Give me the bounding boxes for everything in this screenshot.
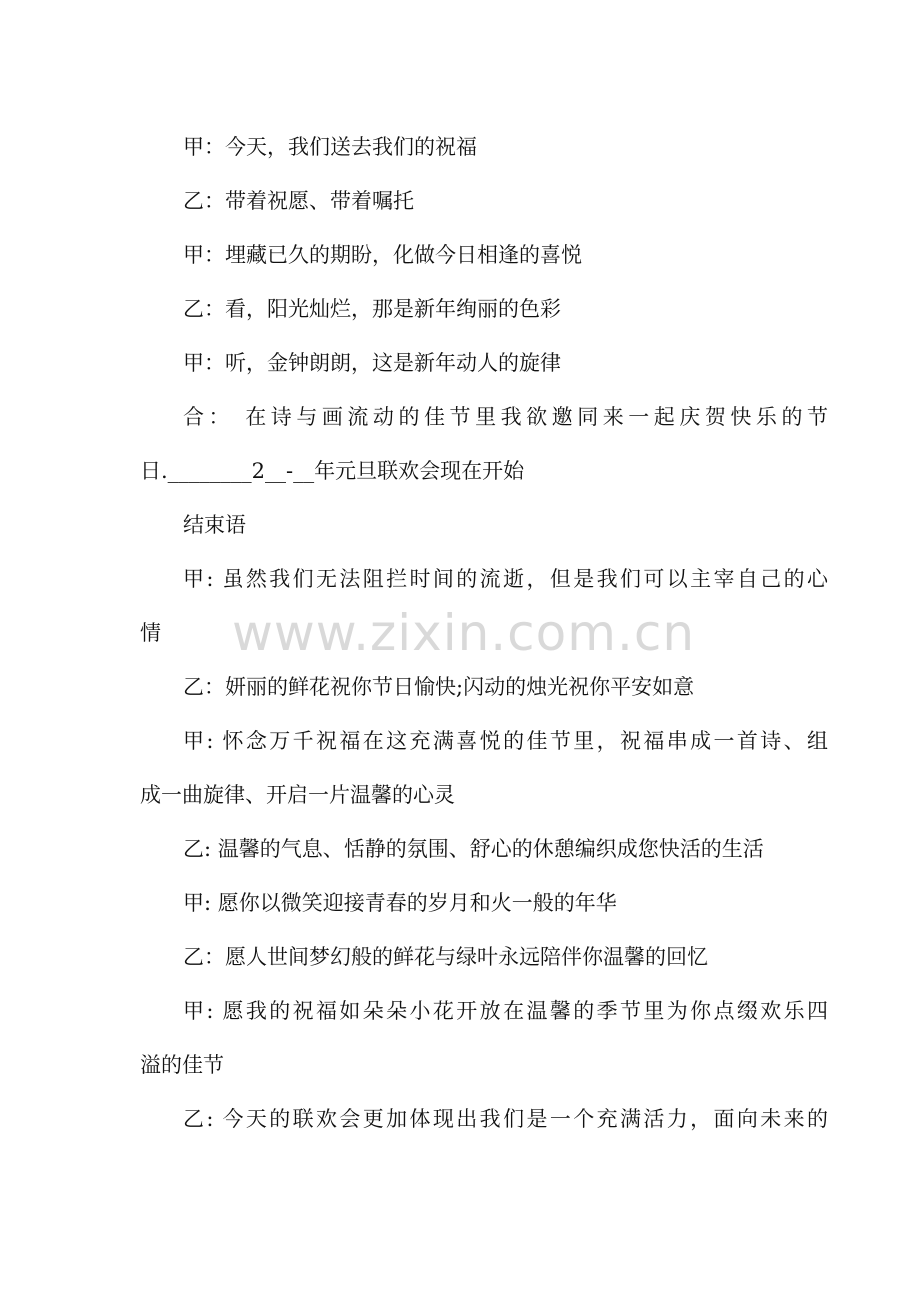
dialogue-line: 乙: 今天的联欢会更加体现出我们是一个充满活力，面向未来的 [183, 1107, 828, 1131]
dialogue-line: 甲: 愿你以微笑迎接青春的岁月和火一般的年华 [183, 891, 617, 915]
dialogue-line: 甲: 怀念万千祝福在这充满喜悦的佳节里，祝福串成一首诗、组 [183, 729, 828, 753]
dialogue-line-continuation: 溢的佳节 [140, 1053, 224, 1077]
dialogue-line: 乙: 温馨的气息、恬静的氛围、舒心的休憩编织成您快活的生活 [183, 837, 764, 861]
dialogue-line: 甲：今天，我们送去我们的祝福 [183, 135, 477, 159]
section-heading: 结束语 [183, 513, 246, 537]
dialogue-line: 甲: 虽然我们无法阻拦时间的流逝，但是我们可以主宰自己的心 [183, 567, 828, 591]
dialogue-line-continuation: 日.________2__-__年元旦联欢会现在开始 [140, 459, 525, 483]
dialogue-line: 乙：带着祝愿、带着嘱托 [183, 189, 414, 213]
dialogue-line: 合： 在诗与画流动的佳节里我欲邀同来一起庆贺快乐的节 [183, 405, 828, 429]
dialogue-line: 乙：愿人世间梦幻般的鲜花与绿叶永远陪伴你温馨的回忆 [183, 945, 708, 969]
dialogue-line: 乙：妍丽的鲜花祝你节日愉快;闪动的烛光祝你平安如意 [183, 675, 695, 699]
dialogue-line-continuation: 情 [140, 621, 161, 645]
dialogue-line-continuation: 成一曲旋律、开启一片温馨的心灵 [140, 783, 455, 807]
dialogue-line: 甲：听，金钟朗朗，这是新年动人的旋律 [183, 351, 561, 375]
dialogue-line: 甲: 愿我的祝福如朵朵小花开放在温馨的季节里为你点缀欢乐四 [183, 999, 828, 1023]
watermark: www.zixin.com.cn [232, 604, 696, 662]
dialogue-line: 甲：埋藏已久的期盼，化做今日相逢的喜悦 [183, 243, 582, 267]
dialogue-line: 乙：看，阳光灿烂，那是新年绚丽的色彩 [183, 297, 561, 321]
